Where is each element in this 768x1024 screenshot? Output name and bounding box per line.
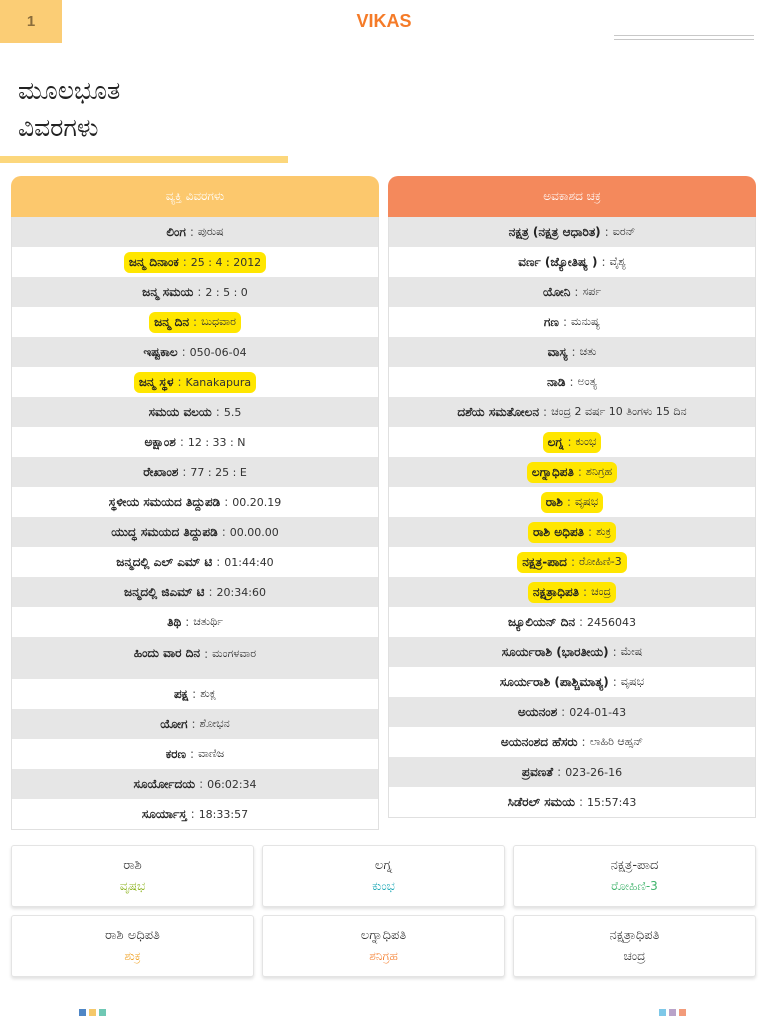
detail-separator: :	[191, 717, 196, 731]
detail-pair	[140, 432, 251, 453]
detail-separator: :	[193, 315, 198, 329]
personal-detail-row	[12, 799, 378, 829]
detail-separator: :	[190, 747, 195, 761]
detail-value: 15:57:43	[586, 795, 637, 809]
detail-label: ಪ್ರವಣತೆ	[521, 764, 554, 779]
detail-pair	[124, 252, 266, 273]
detail-pair	[539, 312, 605, 333]
detail-label: ಜನ್ಮ ಸಮಯ	[142, 284, 194, 299]
detail-pair	[517, 552, 627, 573]
detail-label: ನಕ್ಷತ್ರಾಧಿಪತಿ	[532, 584, 580, 599]
detail-separator: :	[612, 645, 617, 659]
detail-value: ಪುರುಷ	[197, 225, 224, 238]
detail-separator: :	[581, 735, 586, 749]
detail-label: ರೇಖಾಂಶ	[143, 464, 179, 479]
header-rule	[614, 35, 754, 40]
chart-detail-row	[389, 217, 755, 247]
detail-pair	[161, 222, 228, 243]
summary-card-label: ನಕ್ಷತ್ರಾಧಿಪತಿ	[609, 928, 660, 943]
detail-separator: :	[204, 646, 209, 661]
summary-card-value: ರೋಹಿಣಿ-3	[611, 879, 658, 893]
detail-label: ದಶೆಯ ಸಮತೋಲನ	[457, 404, 540, 419]
detail-separator: :	[199, 777, 204, 791]
detail-label: ಅಯನಂಶ	[517, 704, 558, 719]
summary-card-label: ಲಗ್ನ	[374, 858, 393, 873]
detail-value: ವೃಷಭ	[574, 495, 599, 508]
detail-separator: :	[562, 315, 567, 329]
detail-pair	[144, 402, 247, 423]
detail-value: 20:34:60	[216, 585, 266, 599]
detail-pair	[119, 582, 271, 603]
personal-detail-row	[12, 337, 378, 367]
detail-separator: :	[557, 765, 562, 779]
detail-value: ಲಾಹಿರಿ ಆಹ್ಸನ್	[589, 735, 644, 748]
detail-value: ಐರನ್	[612, 225, 636, 238]
detail-pair	[452, 402, 691, 423]
detail-label: ವರ್ಣ (ಜ್ಯೋತಿಷ್ಯ )	[518, 254, 598, 269]
detail-value: ಮೇಷ	[620, 645, 643, 658]
detail-separator: :	[561, 705, 566, 719]
detail-value: 06:02:34	[207, 777, 257, 791]
chart-details-panel	[388, 176, 756, 818]
chart-detail-row	[389, 427, 755, 457]
detail-value: 00.20.19	[232, 495, 282, 509]
detail-label: ಪಕ್ಷ	[173, 686, 189, 701]
personal-detail-row	[12, 577, 378, 607]
detail-separator: :	[604, 225, 609, 239]
detail-value: ವೈಶ್ಯ	[609, 255, 626, 268]
detail-separator: :	[192, 687, 197, 701]
summary-card-value: ಕುಂಭ	[372, 879, 395, 893]
detail-value: ಚಂದ್ರ 2 ವರ್ಷ 10 ತಿಂಗಳು 15 ದಿನ	[551, 405, 687, 418]
detail-value: ವಾಣಿಜ	[198, 747, 225, 760]
detail-value: ಮಂಗಳವಾರ	[212, 646, 257, 660]
chart-detail-row	[389, 697, 755, 727]
detail-pair	[528, 522, 616, 543]
detail-separator: :	[567, 435, 572, 449]
detail-label: ನಕ್ಷತ್ರ (ನಕ್ಷತ್ರ ಆಧಾರಿತ)	[508, 224, 601, 239]
personal-detail-row	[12, 769, 378, 799]
chart-detail-row	[389, 517, 755, 547]
detail-pair	[495, 672, 649, 693]
chart-detail-row	[389, 667, 755, 697]
detail-pair	[162, 612, 228, 633]
chart-detail-row	[389, 307, 755, 337]
personal-details-panel	[11, 176, 379, 830]
detail-pair	[513, 702, 631, 723]
detail-value: 2 : 5 : 0	[205, 285, 248, 299]
footer-dots-right	[659, 1009, 686, 1016]
personal-detail-row	[12, 709, 378, 739]
chart-detail-row	[389, 247, 755, 277]
detail-separator: :	[189, 225, 194, 239]
personal-details-rows	[11, 217, 379, 830]
chart-detail-row	[389, 787, 755, 817]
detail-separator: :	[574, 285, 579, 299]
detail-separator: :	[543, 405, 548, 419]
chart-details-title: ಅವಕಾಶದ ಚಕ್ರ	[388, 176, 756, 217]
detail-pair	[149, 312, 241, 333]
detail-value: ವೃಷಭ	[620, 675, 645, 688]
detail-separator: :	[578, 795, 583, 809]
detail-separator: :	[190, 807, 195, 821]
detail-value: 01:44:40	[224, 555, 274, 569]
detail-label: ಜನ್ಮ ದಿನಾಂಕ	[128, 254, 179, 269]
detail-value: 050-06-04	[189, 345, 247, 359]
summary-card	[513, 845, 756, 907]
footer-dots-left	[79, 1009, 106, 1016]
heading-underline	[0, 156, 288, 163]
detail-separator: :	[185, 615, 190, 629]
chart-detail-row	[389, 607, 755, 637]
detail-value: ಕುಂಭ	[575, 435, 597, 448]
detail-pair	[543, 432, 602, 453]
detail-separator: :	[588, 525, 593, 539]
summary-card-value: ಚಂದ್ರ	[623, 949, 646, 963]
summary-card	[513, 915, 756, 977]
detail-separator: :	[181, 345, 186, 359]
detail-label: ಯೋಗ	[160, 716, 188, 731]
detail-separator: :	[566, 495, 571, 509]
personal-detail-row	[12, 307, 378, 337]
detail-label: ಅಯನಂಶದ ಹೆಸರು	[500, 734, 578, 749]
detail-pair	[543, 342, 602, 363]
detail-label: ಸೂರ್ಯರಾಶಿ (ಪಾಶ್ಚಿಮಾತ್ಯ)	[499, 674, 609, 689]
detail-label: ಸಮಯ ವಲಯ	[148, 404, 212, 419]
detail-label: ಲಗ್ನಾಧಿಪತಿ	[531, 464, 574, 479]
detail-separator: :	[197, 285, 202, 299]
detail-label: ತಿಥಿ	[167, 614, 182, 629]
detail-label: ಅಕ್ಷಾಂಶ	[144, 434, 176, 449]
detail-value: ರೋಹಿಣಿ-3	[578, 555, 622, 568]
heading-line-2: ವಿವರಗಳು	[18, 113, 99, 142]
summary-card-label: ಲಗ್ನಾಧಿಪತಿ	[360, 928, 407, 943]
personal-details-title: ವ್ಯಕ್ತಿ ವಿವರಗಳು	[11, 176, 379, 217]
detail-pair	[106, 522, 283, 543]
personal-detail-row	[12, 739, 378, 769]
detail-label: ನಕ್ಷತ್ರ-ಪಾದ	[522, 554, 567, 569]
detail-pair	[129, 643, 261, 664]
detail-label: ವಾಸ್ಯ	[547, 344, 568, 359]
detail-pair	[517, 762, 627, 783]
detail-separator: :	[579, 615, 584, 629]
detail-separator: :	[182, 255, 187, 269]
detail-label: ಯೋನಿ	[542, 284, 571, 299]
detail-value: 12 : 33 : N	[187, 435, 246, 449]
detail-label: ಜನ್ಮದಲ್ಲಿ ಎಲ್ ಎಮ್ ಟಿ	[116, 554, 213, 569]
brand-title: VIKAS	[356, 11, 412, 31]
personal-detail-row	[12, 637, 378, 679]
detail-value: ಬುಧವಾರ	[201, 315, 236, 328]
chart-detail-row	[389, 367, 755, 397]
detail-pair	[503, 792, 642, 813]
detail-pair	[104, 492, 286, 513]
detail-separator: :	[577, 465, 582, 479]
detail-pair	[542, 372, 602, 393]
detail-pair	[137, 282, 253, 303]
detail-label: ಸ್ಥಳೀಯ ಸಮಯದ ತಿದ್ದುಪಡಿ	[108, 494, 221, 509]
detail-pair	[138, 462, 252, 483]
detail-value: ಚತುರ್ಥಿ	[193, 615, 223, 628]
summary-card	[262, 915, 505, 977]
detail-label: ಸೂರ್ಯರಾಶಿ (ಭಾರತೀಯ)	[501, 644, 609, 659]
chart-detail-row	[389, 457, 755, 487]
detail-pair	[134, 372, 256, 393]
personal-detail-row	[12, 247, 378, 277]
detail-pair	[111, 552, 278, 573]
chart-details-rows	[388, 217, 756, 818]
detail-label: ಯುದ್ಧ ಸಮಯದ ತಿದ್ದುಪಡಿ	[111, 524, 218, 539]
detail-pair	[527, 462, 617, 483]
detail-pair	[169, 684, 221, 705]
detail-value: 5.5	[223, 405, 242, 419]
detail-pair	[538, 282, 606, 303]
summary-card-label: ನಕ್ಷತ್ರ-ಪಾದ	[610, 858, 659, 873]
footer-dot	[669, 1009, 676, 1016]
detail-pair	[503, 612, 641, 633]
personal-detail-row	[12, 367, 378, 397]
detail-label: ಇಷ್ಟಕಾಲ	[143, 344, 178, 359]
footer-dot	[659, 1009, 666, 1016]
detail-value: ಸರ್ಪ	[582, 285, 602, 298]
detail-label: ಹಿಂದು ವಾರ ದಿನ	[133, 646, 201, 660]
summary-card-value: ವೃಷಭ	[119, 879, 146, 893]
detail-pair	[513, 252, 631, 273]
detail-separator: :	[182, 465, 187, 479]
detail-pair	[161, 744, 229, 765]
detail-label: ಲಿಂಗ	[166, 224, 186, 239]
personal-detail-row	[12, 679, 378, 709]
detail-label: ನಾಡಿ	[547, 374, 566, 389]
personal-detail-row	[12, 457, 378, 487]
detail-separator: :	[601, 255, 606, 269]
detail-value: 024-01-43	[569, 705, 627, 719]
detail-value: 023-26-16	[565, 765, 623, 779]
detail-value: ಶುಕ್ರ	[596, 525, 612, 538]
personal-detail-row	[12, 487, 378, 517]
chart-detail-row	[389, 727, 755, 757]
summary-cards	[11, 845, 757, 977]
detail-separator: :	[177, 375, 182, 389]
detail-value: Kanakapura	[185, 375, 252, 389]
detail-separator: :	[612, 675, 617, 689]
summary-card	[11, 845, 254, 907]
detail-value: ಚತು	[579, 345, 597, 358]
detail-pair	[155, 714, 235, 735]
summary-card	[262, 845, 505, 907]
detail-value: 25 : 4 : 2012	[190, 255, 262, 269]
detail-value: ಶುಕ್ಲ	[200, 687, 217, 700]
detail-label: ಜ್ಯೂಲಿಯನ್ ದಿನ	[507, 614, 575, 629]
personal-detail-row	[12, 397, 378, 427]
detail-pair	[137, 804, 253, 825]
detail-pair	[496, 732, 648, 753]
chart-detail-row	[389, 337, 755, 367]
detail-value: 00.00.00	[229, 525, 279, 539]
detail-pair	[528, 582, 616, 603]
summary-card	[11, 915, 254, 977]
detail-separator: :	[224, 495, 229, 509]
detail-label: ಜನ್ಮದಲ್ಲಿ ಜಿಎಮ್ ಟಿ	[124, 584, 205, 599]
detail-value: ಚಂದ್ರ	[591, 585, 612, 598]
detail-value: ಶೋಭನ	[199, 717, 230, 730]
detail-label: ಗಣ	[543, 314, 559, 329]
chart-detail-row	[389, 757, 755, 787]
personal-detail-row	[12, 547, 378, 577]
personal-detail-row	[12, 427, 378, 457]
detail-label: ರಾಶಿ ಅಧಿಪತಿ	[532, 524, 585, 539]
detail-value: ಮನುಷ್ಯ	[570, 315, 601, 328]
footer-dot	[89, 1009, 96, 1016]
summary-card-label: ರಾಶಿ	[123, 858, 142, 873]
detail-value: 77 : 25 : E	[190, 465, 247, 479]
summary-card-value: ಶನಿಗ್ರಹ	[369, 949, 398, 963]
summary-card-value: ಶುಕ್ರ	[124, 949, 141, 963]
detail-separator: :	[570, 555, 575, 569]
detail-pair	[128, 774, 261, 795]
detail-value: 18:33:57	[198, 807, 249, 821]
detail-separator: :	[208, 585, 213, 599]
personal-detail-row	[12, 517, 378, 547]
detail-separator: :	[216, 555, 221, 569]
detail-label: ರಾಶಿ	[545, 494, 563, 509]
detail-label: ಜನ್ಮ ದಿನ	[154, 314, 190, 329]
detail-separator: :	[215, 405, 220, 419]
chart-detail-row	[389, 397, 755, 427]
footer-dot	[679, 1009, 686, 1016]
chart-detail-row	[389, 487, 755, 517]
chart-detail-row	[389, 577, 755, 607]
footer-dot	[79, 1009, 86, 1016]
detail-value: ಅಂತ್ಯ	[577, 375, 597, 388]
detail-separator: :	[179, 435, 184, 449]
personal-detail-row	[12, 277, 378, 307]
chart-detail-row	[389, 637, 755, 667]
footer-dot	[99, 1009, 106, 1016]
detail-separator: :	[569, 375, 574, 389]
detail-pair	[541, 492, 604, 513]
page-heading	[18, 72, 120, 146]
heading-line-1: ಮೂಲಭೂತ	[18, 76, 121, 105]
detail-value: ಶನಿಗ್ರಹ	[585, 465, 613, 478]
detail-label: ಸಿಡೆರಲ್ ಸಮಯ	[507, 794, 575, 809]
detail-pair	[497, 642, 647, 663]
detail-separator: :	[583, 585, 588, 599]
detail-value: 2456043	[587, 615, 637, 629]
chart-detail-row	[389, 277, 755, 307]
detail-separator: :	[221, 525, 226, 539]
detail-label: ಸೂರ್ಯೋದಯ	[133, 776, 196, 791]
summary-card-label: ರಾಶಿ ಅಧಿಪತಿ	[105, 928, 160, 943]
personal-detail-row	[12, 607, 378, 637]
detail-label: ಸೂರ್ಯಾಸ್ತ	[141, 806, 187, 821]
page-number: 1	[0, 0, 62, 43]
detail-label: ಕರಣ	[165, 746, 187, 761]
detail-pair	[504, 222, 641, 243]
detail-separator: :	[571, 345, 576, 359]
chart-detail-row	[389, 547, 755, 577]
detail-label: ಲಗ್ನ	[547, 434, 564, 449]
detail-label: ಜನ್ಮ ಸ್ಥಳ	[138, 374, 174, 389]
detail-pair	[138, 342, 251, 363]
personal-detail-row	[12, 217, 378, 247]
